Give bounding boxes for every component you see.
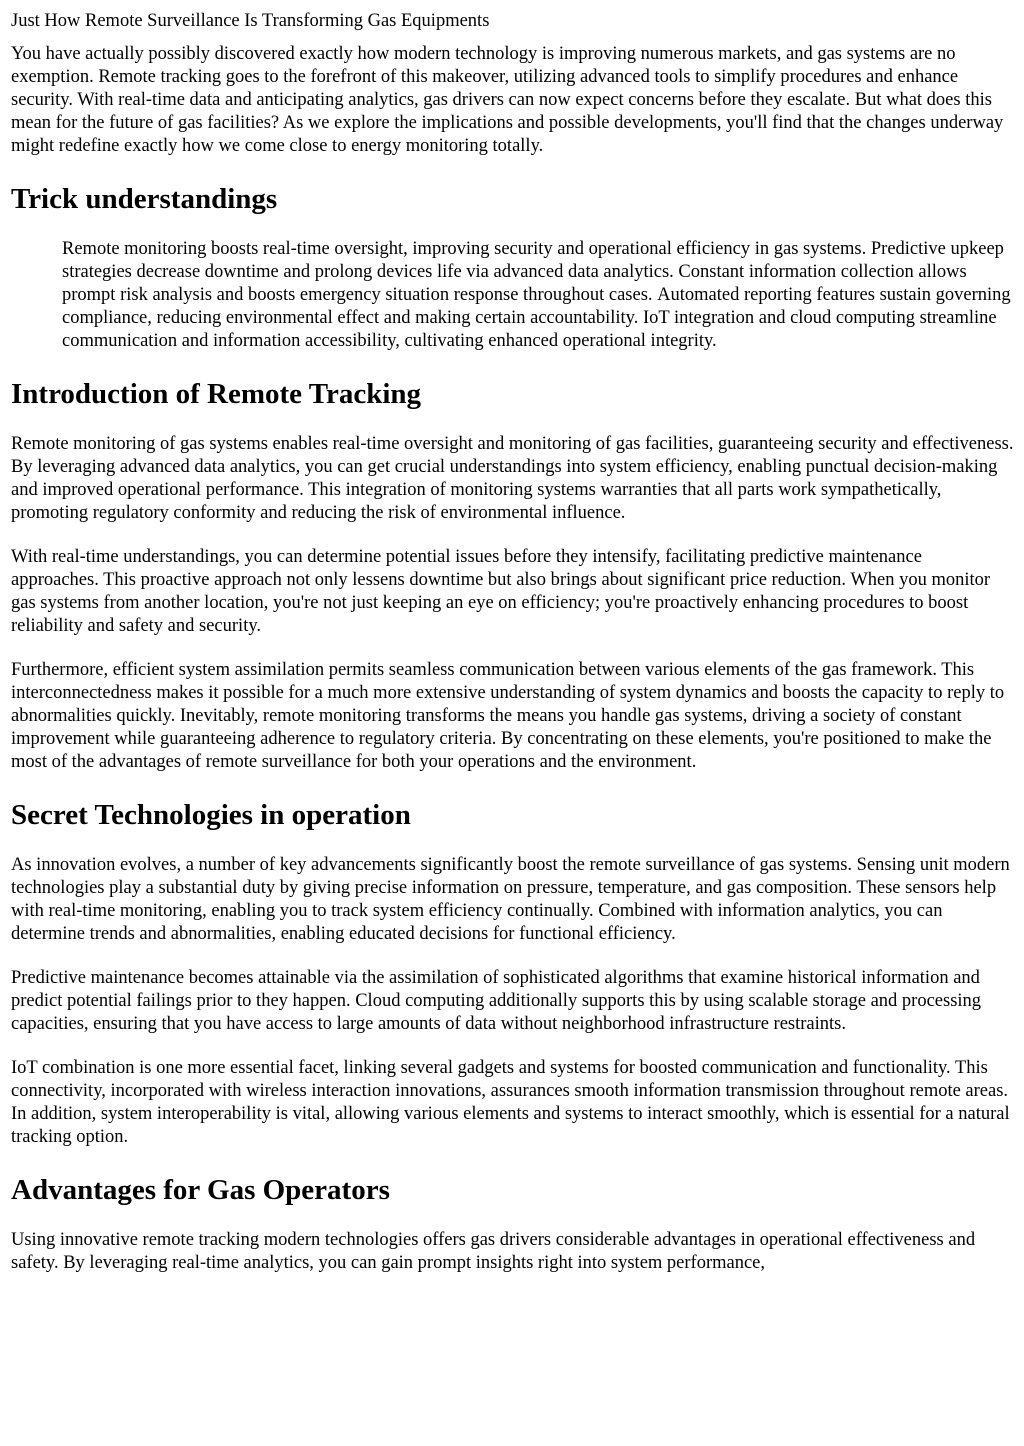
intro-paragraph: You have actually possibly discovered exactly how modern technology is improving numerous markets, and gas systems are no exemption. Remote tracking goes to the forefront of this makeover, utilizing advanced tools to simplify procedures and enhance security. With real-time data and anticipating analytics, gas drivers can now expect concerns before they escalate. But what does this mean for the future of gas facilities? As we explore the implications and possible developments, you'll find that the changes underway might redefine exactly how we come close to energy monitoring totally. <box>11 44 1004 156</box>
overview-paragraph: With real-time understandings, you can determine potential issues before they intensify, facilitating predictive maintenance approaches. This proactive approach not only lessens downtime but also brings about significant price reduction. When you monitor gas systems from another location, you're not just keeping an eye on efficiency; you're proactively enhancing procedures to boost reliability and safety and security. <box>11 547 991 636</box>
list-item: Automated reporting features sustain governing compliance, reducing environmental effect and making certain accountability. <box>62 285 1011 328</box>
overview-paragraph: Furthermore, efficient system assimilation permits seamless communication between various elements of the gas framework. This interconnectedness makes it possible for a much more extensive understanding of system dynamics and boosts the capacity to reply to abnormalities quickly. Inevitably, remote monitoring transforms the means you handle gas systems, driving a society of constant improvement while guaranteeing adherence to regulatory criteria. By concentrating on these elements, you're positioned to make the most of the advantages of remote surveillance for both your operations and the environment. <box>11 660 1005 772</box>
list-item: IoT integration and cloud computing streamline communication and information accessibility, cultivating enhanced operational integrity. <box>62 308 997 351</box>
section-heading-overview: Introduction of Remote Tracking <box>11 378 422 410</box>
page-title: Just How Remote Surveillance Is Transforming Gas Equipments <box>11 11 490 31</box>
benefits-paragraph: Using innovative remote tracking modern technologies offers gas drivers considerable advantages in operational effectiveness and safety. By leveraging real-time analytics, you can gain prompt insights right into system performance, <box>11 1230 976 1273</box>
technologies-paragraph: As innovation evolves, a number of key advancements significantly boost the remote surveillance of gas systems. Sensing unit modern technologies play a substantial duty by giving precise information on pressure, temperature, and gas composition. These sensors help with real-time monitoring, enabling you to track system efficiency continually. Combined with information analytics, you can determine trends and abnormalities, enabling educated decisions for functional efficiency. <box>11 855 1010 944</box>
list-item: Constant information collection allows prompt risk analysis and boosts emergency situation response throughout cases. <box>62 262 967 305</box>
section-heading-benefits: Advantages for Gas Operators <box>11 1174 390 1206</box>
key-insights-list <box>11 238 1014 353</box>
overview-paragraph: Remote monitoring of gas systems enables real-time oversight and monitoring of gas facilities, guaranteeing security and effectiveness. By leveraging advanced data analytics, you can get crucial understandings into system efficiency, enabling punctual decision-making and improved operational performance. This integration of monitoring systems warranties that all parts work sympathetically, promoting regulatory conformity and reducing the risk of environmental influence. <box>11 434 1014 523</box>
section-heading-technologies: Secret Technologies in operation <box>11 799 411 831</box>
list-item: Predictive upkeep strategies decrease downtime and prolong devices life via advanced data analytics. <box>62 239 1004 282</box>
technologies-paragraph: IoT combination is one more essential facet, linking several gadgets and systems for boosted communication and functionality. This connectivity, incorporated with wireless interaction innovations, assurances smooth information transmission throughout remote areas. In addition, system interoperability is vital, allowing various elements and systems to interact smoothly, which is essential for a natural tracking option. <box>11 1058 1010 1147</box>
technologies-paragraph: Predictive maintenance becomes attainable via the assimilation of sophisticated algorithms that examine historical information and predict potential failings prior to they happen. Cloud computing additionally supports this by using scalable storage and processing capacities, ensuring that you have access to large amounts of data without neighborhood infrastructure restraints. <box>11 968 982 1034</box>
list-item: Remote monitoring boosts real-time oversight, improving security and operational efficiency in gas systems. <box>62 239 867 259</box>
section-heading-key-insights: Trick understandings <box>11 183 278 215</box>
